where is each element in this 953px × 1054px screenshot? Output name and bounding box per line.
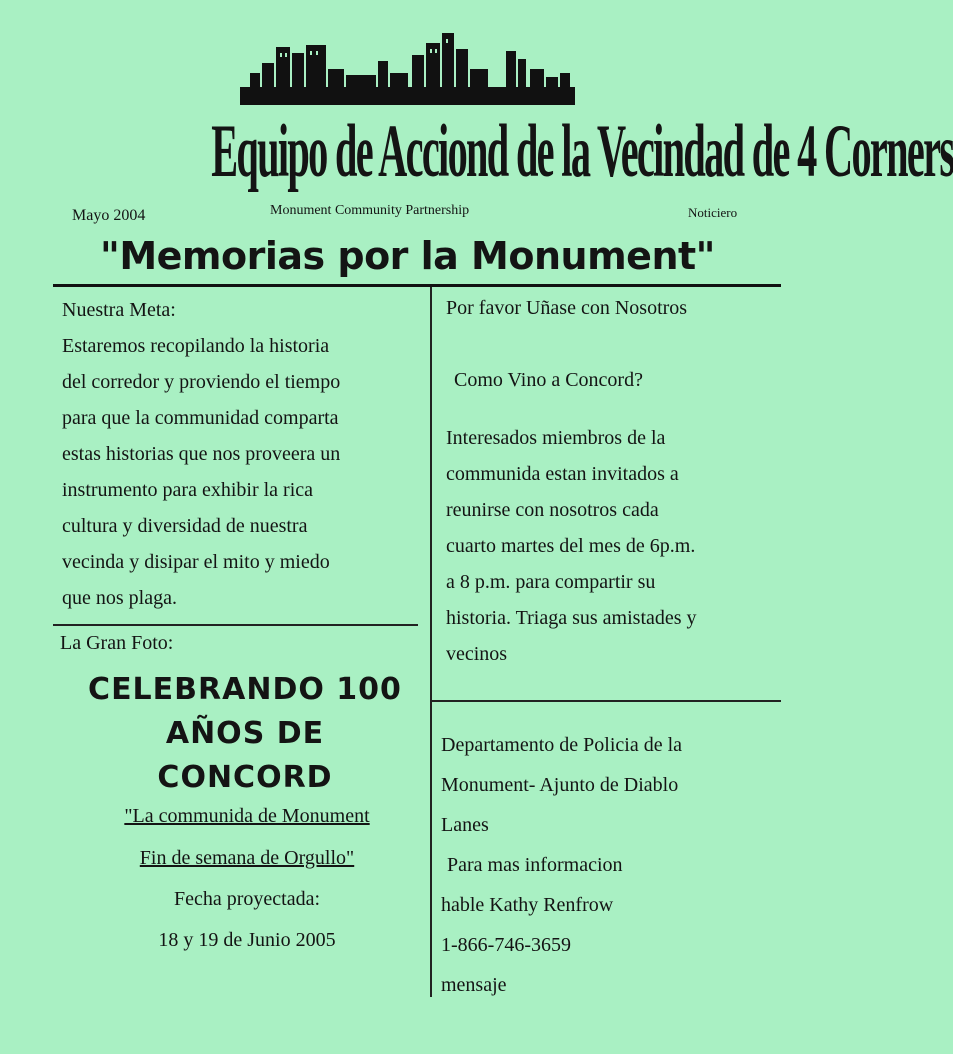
photo-label: La Gran Foto: — [60, 632, 174, 654]
contact-line: hable Kathy Renfrow — [441, 894, 614, 916]
headline: "Memorias por la Monument" — [100, 234, 715, 278]
invite-line: historia. Triaga sus amistades y — [446, 607, 697, 629]
goal-line: instrumento para exhibir la rica — [62, 479, 314, 501]
goal-section — [62, 292, 422, 616]
goal-line: estas historias que nos proveera un — [62, 443, 341, 465]
invite-line: Interesados miembros de la — [446, 427, 666, 449]
join-section — [446, 290, 781, 672]
question: Como Vino a Concord? — [454, 369, 643, 391]
police-line: Monument- Ajunto de Diablo — [441, 774, 679, 796]
invite-line: communida estan invitados a — [446, 463, 679, 485]
event-name-line2: Fin de semana de Orgullo" — [139, 847, 355, 869]
invite-line: a 8 p.m. para compartir su — [446, 571, 656, 593]
goal-line: del corredor y proviendo el tiempo — [62, 371, 341, 393]
celebration-banner — [50, 668, 440, 800]
join-heading: Por favor Uñase con Nosotros — [446, 297, 688, 319]
issue-date: Mayo 2004 — [72, 207, 146, 224]
goal-line: para que la communidad comparta — [62, 407, 339, 429]
info-line: Para mas informacion — [447, 854, 623, 876]
event-name-line1: "La communida de Monument — [124, 805, 370, 827]
invite-line: reunirse con nosotros cada — [446, 499, 659, 521]
celebration-line: AÑOS DE — [165, 716, 325, 751]
goal-line: Estaremos recopilando la historia — [62, 335, 330, 357]
celebration-line: CONCORD — [157, 760, 333, 795]
date-label: Fecha proyectada: — [173, 888, 321, 910]
message-label: mensaje — [441, 974, 507, 996]
date-value: 18 y 19 de Junio 2005 — [158, 929, 336, 951]
right-section-divider — [432, 700, 781, 702]
invite-line: vecinos — [446, 643, 508, 665]
invite-line: cuarto martes del mes de 6p.m. — [446, 535, 696, 557]
police-section — [441, 725, 776, 1005]
goal-line: vecinda y disipar el mito y miedo — [62, 551, 330, 573]
police-line: Lanes — [441, 814, 489, 836]
header-divider — [53, 284, 781, 287]
police-line: Departamento de Policia de la — [441, 734, 683, 756]
partnership-name: Monument Community Partnership — [270, 203, 470, 218]
phone-number: 1-866-746-3659 — [441, 934, 571, 956]
goal-line: que nos plaga. — [62, 587, 177, 609]
masthead-title: Equipo de Acciond de la Vecindad de 4 Corners — [211, 109, 953, 193]
left-section-divider — [53, 624, 418, 626]
goal-line: cultura y diversidad de nuestra — [62, 515, 308, 537]
celebration-line: CELEBRANDO 100 — [88, 672, 402, 707]
publication-type: Noticiero — [688, 205, 738, 220]
goal-heading: Nuestra Meta: — [62, 299, 176, 321]
